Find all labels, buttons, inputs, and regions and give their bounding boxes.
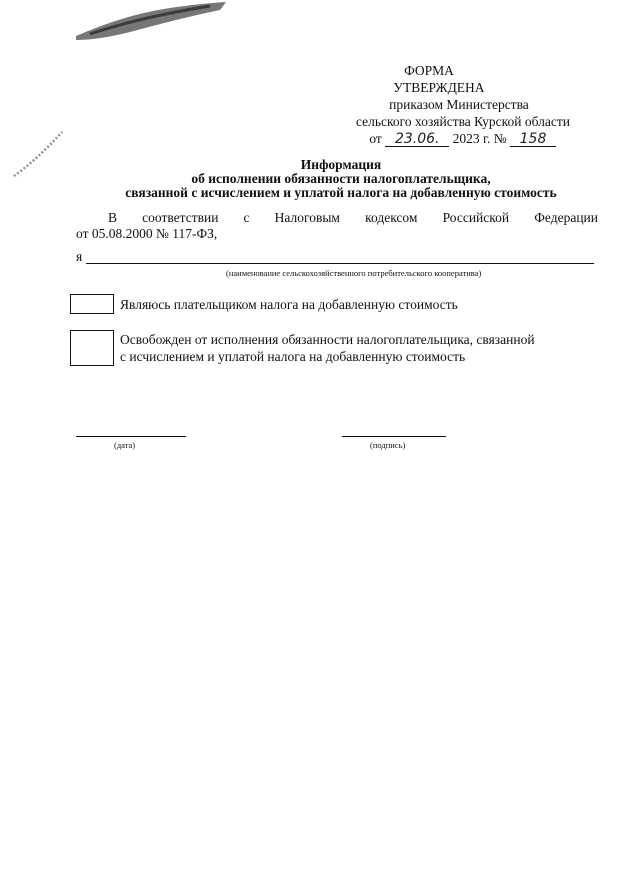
title-line-2: об исполнении обязанности налогоплательщика, (191, 171, 491, 186)
signature-field[interactable] (342, 436, 446, 437)
intro-word: Федерации (534, 210, 598, 225)
vat-payer-option (120, 296, 458, 313)
date-caption: (дата) (114, 440, 136, 450)
date-prefix: от (369, 131, 382, 146)
intro-word: Налоговым (274, 210, 340, 225)
intro-paragraph (76, 210, 598, 242)
vat-payer-checkbox[interactable] (70, 294, 114, 314)
intro-word: с (243, 210, 250, 225)
approved-label: УТВЕРЖДЕНА (393, 80, 485, 95)
intro-word: соответствии (142, 210, 219, 225)
scan-smudge-top (70, 0, 230, 44)
order-line: приказом Министерства (389, 97, 529, 112)
declarant-caption: (наименование сельскохозяйственного потребительского кооператива) (226, 268, 482, 278)
handwritten-order-number: 158 (510, 132, 556, 147)
title-line-3: связанной с исчислением и уплатой налога на добавленную стоимость (125, 185, 557, 200)
intro-word: Российской (442, 210, 510, 225)
title-line-1: Информация (300, 157, 382, 172)
year-text: 2023 г. № (452, 131, 507, 146)
vat-exempt-checkbox[interactable] (70, 330, 114, 366)
handwritten-date: 23.06. (385, 132, 449, 147)
intro-word: В (108, 210, 118, 225)
approval-date-line (356, 130, 556, 147)
intro-word: кодексом (365, 210, 418, 225)
declarant-label: я (76, 249, 83, 264)
vat-exempt-option (120, 331, 535, 365)
vat-payer-label: Являюсь плательщиком налога на добавленную стоимость (120, 297, 458, 312)
intro-line-2: от 05.08.2000 № 117-ФЗ, (76, 226, 218, 241)
approval-block (356, 62, 570, 147)
date-field[interactable] (76, 436, 186, 437)
intro-line-1 (76, 210, 598, 226)
signature-caption: (подпись) (370, 440, 406, 450)
vat-exempt-label-line-2: с исчислением и уплатой налога на добавленную стоимость (120, 349, 466, 364)
document-title (76, 158, 606, 200)
form-label: ФОРМА (404, 63, 454, 78)
ministry-line: сельского хозяйства Курской области (355, 114, 570, 129)
declarant-name-field[interactable] (86, 263, 594, 264)
vat-exempt-label-line-1: Освобожден от исполнения обязанности налогоплательщика, связанной (120, 332, 535, 347)
scan-smudge-left (10, 122, 70, 182)
